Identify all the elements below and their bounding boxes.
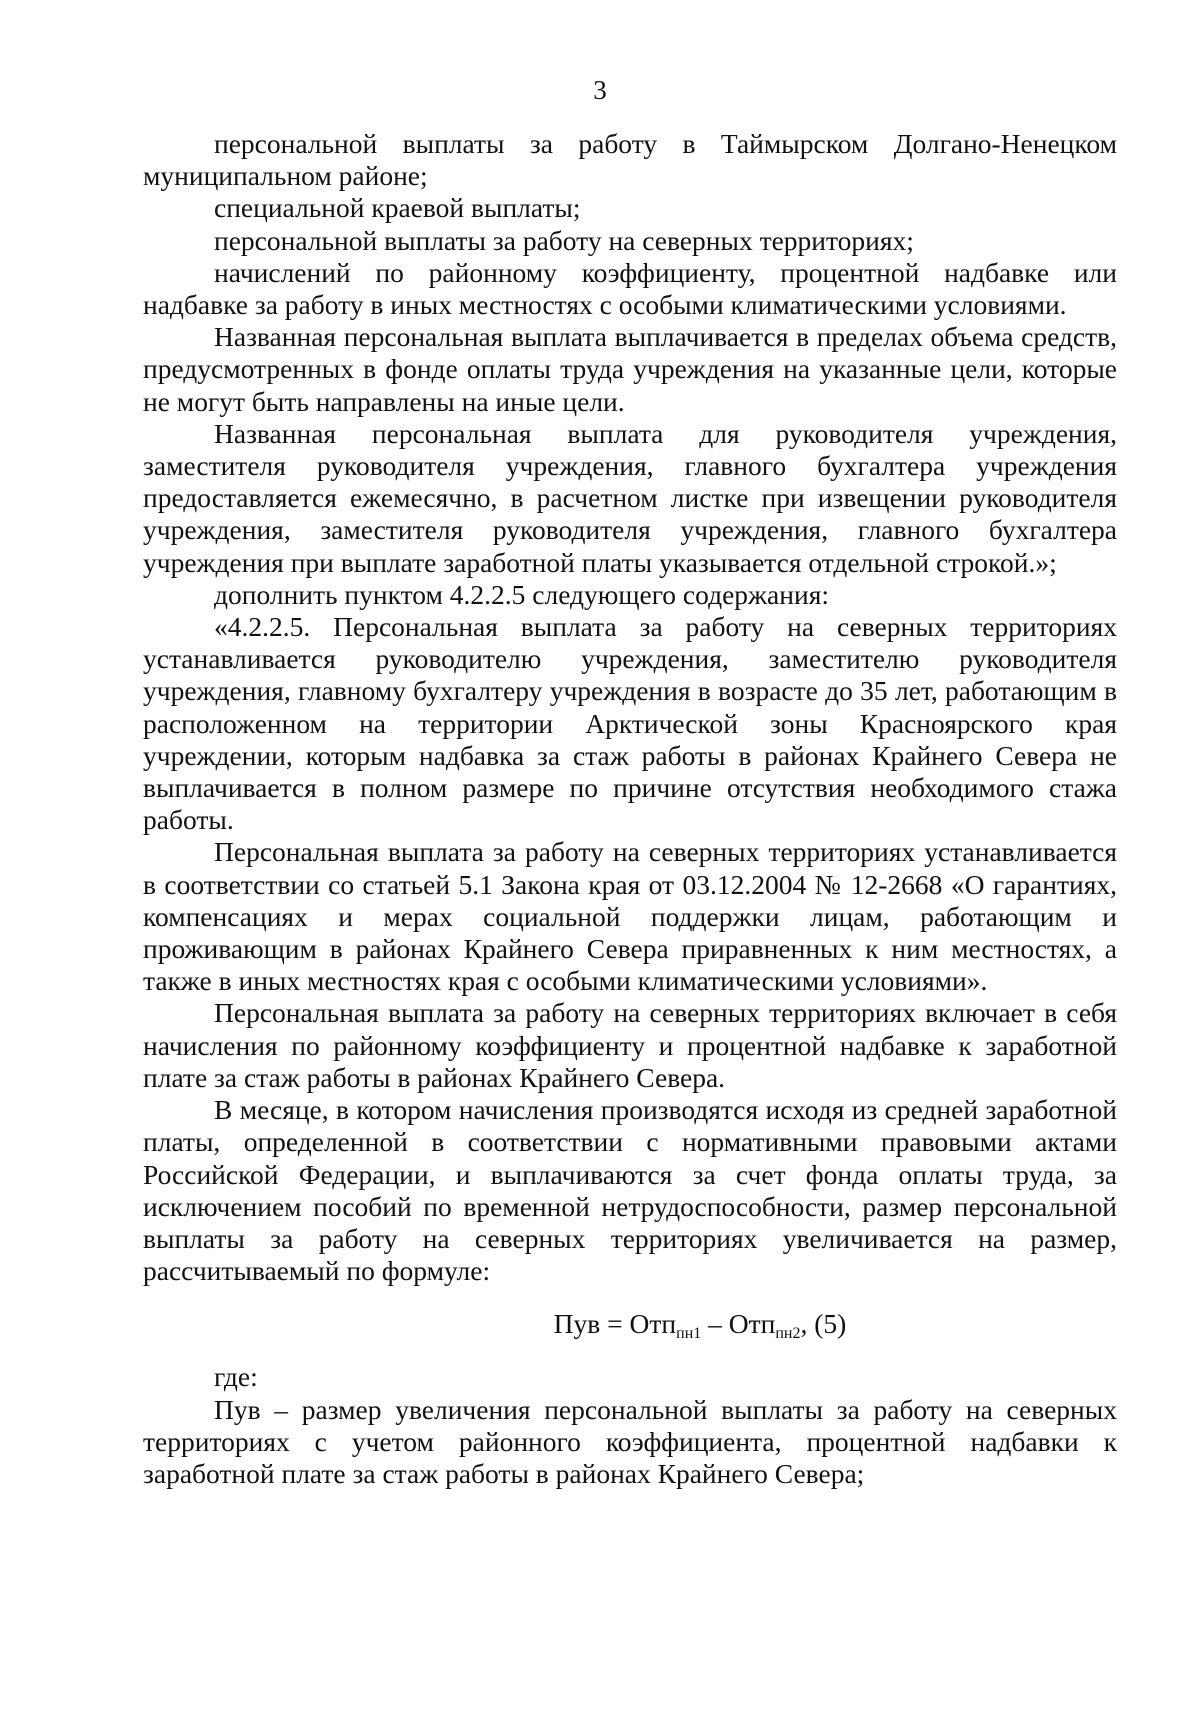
formula-tail: , (5) bbox=[800, 1308, 847, 1340]
formula bbox=[143, 1307, 1117, 1341]
paragraph: персональной выплаты за работу в Таймырском Долгано-Ненецком муниципальном районе; bbox=[143, 128, 1117, 192]
paragraph: где: bbox=[214, 1361, 258, 1393]
page-number: 3 bbox=[593, 75, 607, 105]
formula-lhs: Пув = Отп bbox=[553, 1308, 677, 1340]
paragraph: Названная персональная выплата для руководителя учреждения, заместителя руководителя учреждения, главного бухгалтера учреждения предоставляется ежемесячно, в расчетном листке при извещении руководителя учреждения, заместителя руководителя учреждения, главного бухгалтера учреждения при выплате заработной платы указывается отдельной строкой.»; bbox=[143, 417, 1117, 578]
formula-subscript-2: пн2 bbox=[775, 1325, 801, 1343]
paragraph: персональной выплаты за работу на северных территориях; bbox=[214, 224, 914, 256]
document-body bbox=[143, 128, 1117, 1490]
paragraph: Пув – размер увеличения персональной выплаты за работу на северных территориях с учетом районного коэффициента, процентной надбавки к заработной плате за стаж работы в районах Крайнего Севера; bbox=[143, 1393, 1117, 1489]
paragraph: Персональная выплата за работу на северных территориях включает в себя начисления по районному коэффициенту и процентной надбавке к заработной плате за стаж работы в районах Крайнего Севера. bbox=[143, 997, 1117, 1093]
paragraph: начислений по районному коэффициенту, процентной надбавке или надбавке за работу в иных местностях с особыми климатическими условиями. bbox=[143, 256, 1117, 321]
formula-middle: – Отп bbox=[701, 1308, 776, 1340]
paragraph: В месяце, в котором начисления производятся исходя из средней заработной платы, определенной в соответствии с нормативными правовыми актами Российской Федерации, и выплачиваются за счет фонда оплаты труда, за исключением пособий по временной нетрудоспособности, размер персональной выплаты за работу на северных территориях увеличивается на размер, рассчитываемый по формуле: bbox=[143, 1094, 1117, 1287]
paragraph: «4.2.2.5. Персональная выплата за работу на северных территориях устанавливается руководителю учреждения, заместителю руководителя учреждения, главному бухгалтеру учреждения в возрасте до 35 лет, работающим в расположенном на территории Арктической зоны Красноярского края учреждении, которым надбавка за стаж работы в районах Крайнего Севера не выплачивается в полном размере по причине отсутствия необходимого стажа работы. bbox=[143, 611, 1117, 836]
paragraph: дополнить пунктом 4.2.2.5 следующего содержания: bbox=[214, 578, 829, 610]
paragraph: Названная персональная выплата выплачивается в пределах объема средств, предусмотренных в фонде оплаты труда учреждения на указанные цели, которые не могут быть направлены на иные цели. bbox=[143, 321, 1117, 417]
formula-subscript-1: пн1 bbox=[676, 1325, 702, 1343]
paragraph: специальной краевой выплаты; bbox=[214, 192, 581, 224]
paragraph: Персональная выплата за работу на северных территориях устанавливается в соответствии со статьей 5.1 Закона края от 03.12.2004 № 12-2668 «О гарантиях, компенсациях и мерах социальной поддержки лицам, работающим и проживающим в районах Крайнего Севера приравненных к ним местностях, а также в иных местностях края с особыми климатическими условиями». bbox=[143, 836, 1117, 997]
